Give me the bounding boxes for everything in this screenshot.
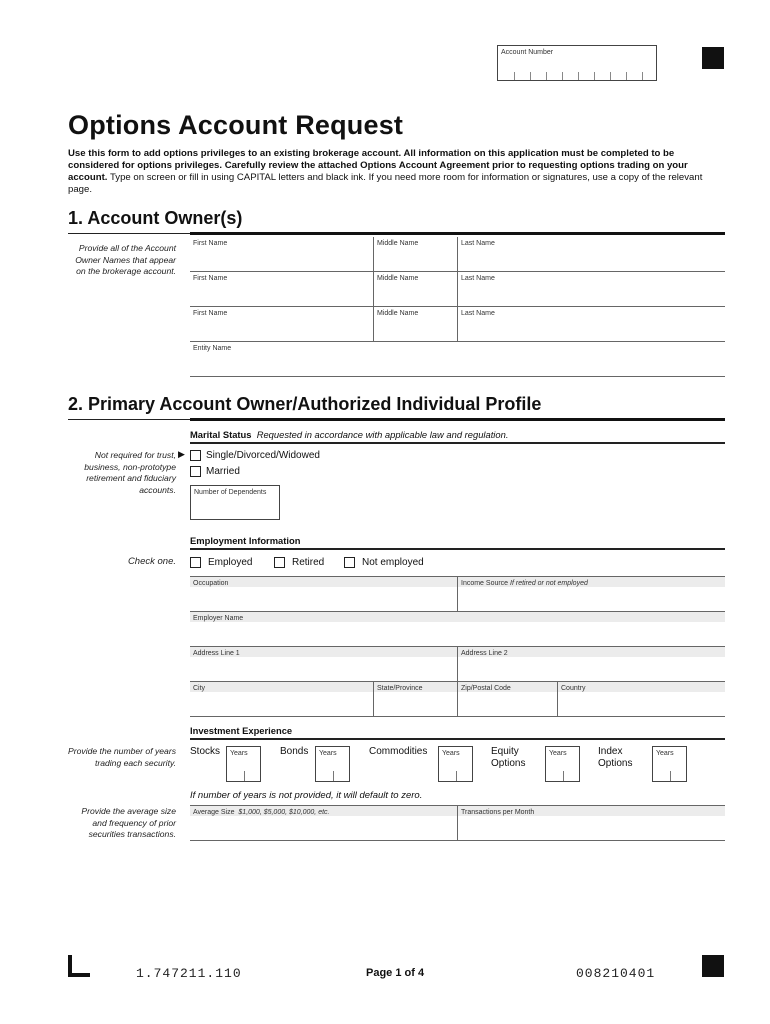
state-label: State/Province	[377, 685, 423, 692]
commodities-years-field[interactable]	[438, 746, 473, 782]
last-name-field-2[interactable]	[457, 272, 725, 307]
employment-rule	[190, 548, 725, 550]
city-field[interactable]	[190, 682, 373, 717]
address-row	[190, 647, 725, 682]
last-name-field-1[interactable]	[457, 237, 725, 272]
stocks-label: Stocks	[190, 746, 221, 757]
page-title: Options Account Request	[68, 110, 404, 140]
retired-option[interactable]	[274, 557, 324, 568]
income-source-note: If retired or not employed	[510, 580, 588, 587]
employer-name-label: Employer Name	[193, 615, 244, 622]
zip-field[interactable]	[457, 682, 557, 717]
first-name-field-1[interactable]	[190, 237, 373, 272]
section-2-rule-thick	[190, 418, 725, 421]
employed-checkbox[interactable]	[190, 557, 201, 568]
section-1-note: Provide all of the Account Owner Names that appear on the brokerage account.	[75, 243, 176, 276]
income-source-label	[461, 580, 588, 587]
not-employed-label: Not employed	[362, 557, 424, 568]
first-name-field-2[interactable]	[190, 272, 373, 307]
married-option[interactable]	[190, 466, 240, 477]
employer-row	[190, 612, 725, 647]
first-name-label: First Name	[193, 275, 228, 282]
intro-bold: Use this form to add options privileges to an existing brokerage account. All information on this application must be completed to be considered for options privileges. Carefully review the attached Options Account Agreement prior to requesting options trading on your account.	[68, 148, 688, 183]
occupation-field[interactable]	[190, 577, 457, 612]
entity-name-label: Entity Name	[193, 345, 232, 352]
single-option[interactable]	[190, 450, 320, 461]
first-name-label: First Name	[193, 310, 228, 317]
country-field[interactable]	[557, 682, 725, 717]
employment-heading: Employment Information	[190, 535, 301, 546]
intro-rest: Type on screen or fill in using CAPITAL letters and black ink. If you need more room for information or signatures, use a copy of the relevant page.	[68, 172, 703, 195]
address-line-2-field[interactable]	[457, 647, 725, 682]
average-size-note: Provide the average size and frequency of prior securities transactions.	[81, 806, 176, 839]
default-years-note: If number of years is not provided, it will default to zero.	[190, 790, 423, 801]
years-label: Years	[549, 750, 567, 757]
average-size-label	[193, 809, 329, 816]
middle-name-label: Middle Name	[377, 240, 419, 247]
marital-status-heading	[190, 429, 508, 440]
index-options-years-field[interactable]	[652, 746, 687, 782]
page-number: Page 1 of 4	[366, 967, 425, 979]
not-employed-option[interactable]	[344, 557, 424, 568]
form-code-right: 008210401	[576, 966, 656, 981]
years-note: Provide the number of years trading each security.	[68, 746, 176, 768]
equity-options-line-1: Equity	[491, 746, 519, 757]
middle-name-label: Middle Name	[377, 275, 419, 282]
last-name-field-3[interactable]	[457, 307, 725, 342]
bonds-years-field[interactable]	[315, 746, 350, 782]
entity-name-field[interactable]	[190, 342, 725, 377]
dependents-field[interactable]	[190, 485, 280, 520]
account-number-ticks	[498, 70, 656, 80]
section-1-title: 1. Account Owner(s)	[68, 208, 243, 228]
equity-options-years-field[interactable]	[545, 746, 580, 782]
address-line-2-label: Address Line 2	[461, 650, 508, 657]
arrow-icon: ▶	[178, 449, 185, 459]
marital-rule	[190, 442, 725, 444]
years-label: Years	[656, 750, 674, 757]
investment-heading: Investment Experience	[190, 725, 293, 736]
section-2-rule-thin	[68, 419, 190, 420]
country-label: Country	[561, 685, 586, 692]
employer-name-field[interactable]	[190, 612, 725, 647]
index-options-label	[598, 746, 632, 769]
form-code-left: 1.747211.110	[136, 966, 242, 981]
transactions-label: Transactions per Month	[461, 809, 535, 816]
last-name-label: Last Name	[461, 310, 495, 317]
marital-status-note: Requested in accordance with applicable law and regulation.	[256, 429, 509, 440]
employed-option[interactable]	[190, 557, 252, 568]
first-name-label: First Name	[193, 240, 228, 247]
single-label: Single/Divorced/Widowed	[206, 450, 320, 461]
years-label: Years	[442, 750, 460, 757]
registration-mark-bottom-right	[702, 955, 724, 977]
registration-mark-top-right	[702, 47, 724, 69]
marital-side-note: Not required for trust, business, non-prototype retirement and fiduciary accounts.	[84, 450, 176, 495]
account-number-label: Account Number	[501, 49, 554, 56]
state-field[interactable]	[373, 682, 457, 717]
average-size-text: Average Size	[193, 809, 235, 816]
owner-row-2	[190, 272, 725, 307]
years-label: Years	[230, 750, 248, 757]
address-line-1-field[interactable]	[190, 647, 457, 682]
last-name-label: Last Name	[461, 275, 495, 282]
marital-status-label: Marital Status	[190, 429, 252, 440]
intro-text	[68, 148, 718, 196]
equity-options-label	[491, 746, 525, 769]
income-source-text: Income Source	[461, 580, 509, 587]
middle-name-field-3[interactable]	[373, 307, 457, 342]
retired-checkbox[interactable]	[274, 557, 285, 568]
corner-mark-bottom-left	[68, 955, 90, 977]
employed-label: Employed	[208, 557, 253, 568]
address-line-1-label: Address Line 1	[193, 650, 240, 657]
index-options-line-2: Options	[598, 757, 633, 769]
average-size-field[interactable]	[190, 806, 457, 841]
single-checkbox[interactable]	[190, 450, 201, 461]
retired-label: Retired	[292, 557, 325, 568]
married-checkbox[interactable]	[190, 466, 201, 477]
equity-options-line-2: Options	[491, 757, 526, 769]
index-options-line-1: Index	[598, 746, 623, 757]
transactions-field[interactable]	[457, 806, 725, 841]
zip-label: Zip/Postal Code	[461, 685, 511, 692]
city-label: City	[193, 685, 206, 692]
section-1-rule-thin	[68, 233, 190, 234]
last-name-label: Last Name	[461, 240, 495, 247]
owner-row-1	[190, 237, 725, 272]
years-label: Years	[319, 750, 337, 757]
occupation-label: Occupation	[193, 580, 229, 587]
not-employed-checkbox[interactable]	[344, 557, 355, 568]
account-number-field[interactable]	[497, 45, 657, 81]
commodities-label: Commodities	[369, 746, 428, 757]
owner-row-3	[190, 307, 725, 342]
dependents-label: Number of Dependents	[194, 489, 267, 496]
section-1-rule-thick	[190, 232, 725, 235]
check-one-note: Check one.	[127, 556, 176, 567]
city-row	[190, 682, 725, 717]
section-2-title: 2. Primary Account Owner/Authorized Individual Profile	[68, 394, 542, 414]
middle-name-field-1[interactable]	[373, 237, 457, 272]
first-name-field-3[interactable]	[190, 307, 373, 342]
stocks-years-field[interactable]	[226, 746, 261, 782]
average-size-examples: $1,000, $5,000, $10,000, etc.	[238, 809, 330, 816]
investment-rule	[190, 738, 725, 740]
married-label: Married	[206, 466, 240, 477]
middle-name-label: Middle Name	[377, 310, 419, 317]
average-row	[190, 806, 725, 841]
bonds-label: Bonds	[280, 746, 309, 757]
middle-name-field-2[interactable]	[373, 272, 457, 307]
entity-row	[190, 342, 725, 377]
income-source-field[interactable]	[457, 577, 725, 612]
occupation-row	[190, 577, 725, 612]
